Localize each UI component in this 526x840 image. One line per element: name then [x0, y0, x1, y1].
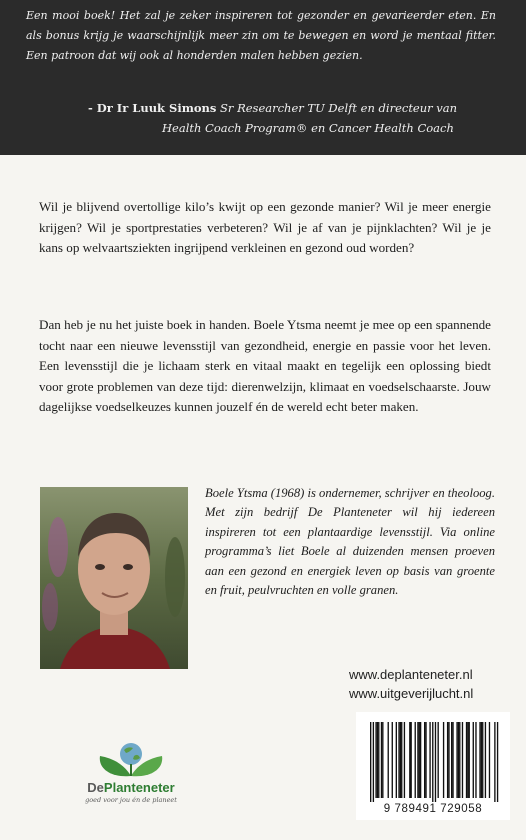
- author-role-2: Health Coach Program® en Cancer Health Coach: [162, 121, 454, 135]
- barcode-bar: [378, 722, 379, 798]
- barcode-bar: [447, 722, 448, 798]
- barcode-bar: [392, 722, 393, 798]
- endorsement-quote: Een mooi boek! Het zal je zeker inspireren tot gezonder en gevarieerder eten. En als bonus krijg je waarschijnlijk meer zin om te bewegen en word je mentaal fitter. Een patroon dat wij ook al honderden malen hebben gezien.: [26, 9, 496, 62]
- author-name: - Dr Ir Luuk Simons: [88, 101, 217, 115]
- barcode-bar: [425, 722, 426, 798]
- barcode-bar: [373, 722, 374, 802]
- barcode-bar: [377, 722, 378, 798]
- leaf-globe-icon: [70, 738, 192, 780]
- barcode-bar: [466, 722, 467, 798]
- barcode-bar: [479, 722, 480, 798]
- barcode-bar: [489, 722, 490, 798]
- book-description: Dan heb je nu het juiste boek in handen. Boele Ytsma neemt je mee op een spannende tocht naar een nieuwe levensstijl van gezondheid, energie en passie voor het leven. Een levensstijl die je lichaam sterk en vitaal maakt en tegelijk een oplossing biedt voor grote problemen van deze tijd: dierenwelzijn, klimaat en voedselschaarste. Jouw dagelijkse voedselkeuzes kunnen jouzelf én de wereld echt beter maken.: [39, 317, 491, 415]
- barcode-bar: [424, 722, 425, 798]
- barcode-bar: [497, 722, 498, 802]
- barcode-bar: [381, 722, 382, 798]
- barcode-bar: [469, 722, 470, 798]
- barcode-bar: [475, 722, 476, 798]
- barcode-bar: [459, 722, 460, 798]
- author-role-1: Sr Researcher TU Delft en directeur van: [220, 101, 458, 115]
- barcode-bars: [356, 712, 510, 802]
- barcode-bar: [409, 722, 410, 798]
- barcode-bar: [370, 722, 371, 802]
- barcode-bar: [485, 722, 486, 798]
- barcode-bar: [482, 722, 483, 798]
- barcode-bar: [448, 722, 449, 798]
- endorsement-author: [88, 98, 498, 118]
- barcode-bar: [398, 722, 399, 798]
- website-link-planteneter[interactable]: www.deplanteneter.nl: [349, 667, 473, 682]
- barcode-bar: [456, 722, 457, 798]
- barcode-bar: [452, 722, 453, 798]
- barcode-bar: [401, 722, 402, 798]
- isbn-number: 9 789491 729058: [383, 803, 483, 815]
- barcode-bar: [415, 722, 416, 798]
- quote-band: [0, 0, 526, 155]
- barcode-bar: [481, 722, 482, 798]
- barcode-bar: [417, 722, 418, 798]
- barcode-bar: [443, 722, 444, 798]
- barcode-bar: [382, 722, 383, 798]
- author-bio: Boele Ytsma (1968) is ondernemer, schrijver en theoloog. Met zijn bedrijf De Planteneter wil hij iedereen inspireren tot een plantaardige levensstijl. Via online programma’s liet Boele al duizenden mensen proeven aan een gezond en energiek leven op basis van groente en fruit, peulvruchten en volle granen.: [205, 486, 495, 598]
- barcode-bar: [419, 722, 420, 798]
- barcode-bar: [404, 722, 405, 798]
- barcode-bar: [451, 722, 452, 798]
- barcode-bar: [473, 722, 474, 798]
- barcode-bar: [438, 722, 439, 798]
- barcode-bar: [494, 722, 495, 802]
- barcode-bar: [432, 722, 433, 802]
- barcode-bar: [435, 722, 436, 802]
- barcode-bar: [396, 722, 397, 798]
- barcode-bar: [388, 722, 389, 798]
- barcode-bar: [429, 722, 430, 798]
- logo-tagline: goed voor jou én de planeet: [85, 796, 177, 804]
- barcode-bar: [462, 722, 463, 798]
- website-link-uitgeverij[interactable]: www.uitgeverijlucht.nl: [349, 686, 474, 701]
- barcode-bar: [375, 722, 376, 798]
- barcode-bar: [420, 722, 421, 798]
- author-photo: [40, 487, 188, 669]
- barcode-bar: [467, 722, 468, 798]
- barcode-bar: [400, 722, 401, 798]
- barcode-bar: [458, 722, 459, 798]
- planteneter-logo: [70, 738, 192, 808]
- logo-wordmark: DePlanteneter: [87, 780, 175, 795]
- intro-questions: Wil je blijvend overtollige kilo’s kwijt op een gezonde manier? Wil je meer energie krijgen? Wil je sportprestaties verbeteren? Wil je af van je pijnklachten? Wil je je kans op welvaartsziekten ingrijpend verkleinen en gezond oud worden?: [39, 199, 491, 256]
- barcode-bar: [411, 722, 412, 798]
